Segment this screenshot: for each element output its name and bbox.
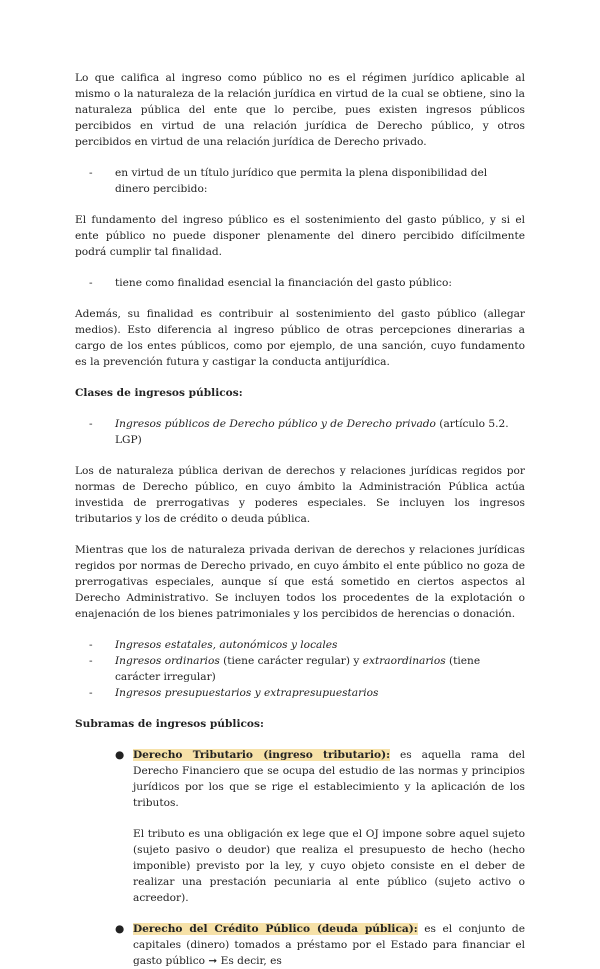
bullet-rest: (artículo 5.2. LGP) xyxy=(115,418,509,446)
paragraph-naturaleza-privada: Mientras que los de naturaleza privada derivan de derechos y relaciones jurídicas regidos por normas de Derecho privado, en cuyo ámbito el ente público no goza de prerrogativas especiales, aunque sí que está sometido en ciertos aspectos al Derecho Administrativo. Se incluyen todos los procedentes de la explotación o enajenación de los bienes patrimoniales y los percibidos de herencias o donación. xyxy=(75,544,525,620)
bullet-derecho-publico-privado xyxy=(75,416,525,448)
dash-mark: - xyxy=(89,687,93,699)
list-item xyxy=(75,637,525,653)
bullet-text: en virtud de un título jurídico que permita la plena disponibilidad del dinero percibido: xyxy=(115,167,488,195)
list-item: - Ingresos ordinarios (tiene carácter regular) y extraordinarios (tiene carácter irregular) xyxy=(75,653,525,685)
subrama-tributario xyxy=(75,747,525,906)
dash-mark: - xyxy=(89,167,93,179)
bullet-dot-icon: ● xyxy=(115,923,125,935)
subrama-text: es el conjunto de capitales (dinero) tomados a préstamo por el Estado para financiar el gasto público ➞ Es decir, es xyxy=(133,923,525,967)
bullet-finalidad xyxy=(75,275,525,291)
heading-clases: Clases de ingresos públicos: xyxy=(75,387,243,399)
heading-subramas: Subramas de ingresos públicos: xyxy=(75,718,264,730)
dash-mark: - xyxy=(89,277,93,289)
highlighted-term: Derecho Tributario (ingreso tributario): xyxy=(133,749,391,761)
paragraph-ingreso-publico: Lo que califica al ingreso como público no es el régimen jurídico aplicable al mismo o la naturaleza de la relación jurídica en virtud de la cual se obtiene, sino la naturaleza pública del ente que lo percibe, pues existen ingresos públicos percibidos en virtud de una relación jurídica de Derecho público, y otros percibidos en virtud de una relación jurídica de Derecho privado. xyxy=(75,72,525,148)
paragraph-naturaleza-publica: Los de naturaleza pública derivan de derechos y relaciones jurídicas regidos por normas de Derecho público, en cuyo ámbito la Administración Pública actúa investida de prerrogativas y poderes especiales. Se incluyen los ingresos tributarios y los de crédito o deuda pública. xyxy=(75,465,525,525)
highlighted-term: Derecho del Crédito Público (deuda pública): xyxy=(133,923,418,935)
list-item-text: Ingresos estatales, autonómicos y locales xyxy=(115,639,338,651)
subrama-credito xyxy=(75,921,525,969)
paragraph-tributo: El tributo es una obligación ex lege que el OJ impone sobre aquel sujeto (sujeto pasivo o deudor) que realiza el presupuesto de hecho (hecho imponible) previsto por la ley, y cuyo objeto consiste en el deber de realizar una prestación pecuniaria al ente público (sujeto activo o acreedor). xyxy=(133,828,525,904)
bullet-text: tiene como finalidad esencial la financiación del gasto público: xyxy=(115,277,452,289)
dash-mark: - xyxy=(89,655,93,667)
paragraph-finalidad: Además, su finalidad es contribuir al sostenimiento del gasto público (allegar medios). Esto diferencia al ingreso público de otras percepciones dinerarias a cargo de los entes públicos, como por ejemplo, de una sanción, cuyo fundamento es la prevención futura y castigar la conducta antijurídica. xyxy=(75,308,525,368)
list-item-text: Ingresos presupuestarios y extrapresupuestarios xyxy=(115,687,379,699)
subrama-text: es aquella rama del Derecho Financiero que se ocupa del estudio de las normas y principios jurídicos por los que se rige el establecimiento y la aplicación de los tributos. xyxy=(133,749,526,809)
list-item xyxy=(75,685,525,701)
bullet-italic: Ingresos públicos de Derecho público y de Derecho privado xyxy=(115,418,436,430)
ingresos-list xyxy=(75,637,525,701)
dash-mark: - xyxy=(89,639,93,651)
bullet-dot-icon: ● xyxy=(115,749,125,761)
bullet-text xyxy=(109,416,525,448)
bullet-titulo-juridico xyxy=(75,165,525,197)
paragraph-fundamento: El fundamento del ingreso público es el sostenimiento del gasto público, y si el ente público no puede disponer plenamente del dinero percibido difícilmente podrá cumplir tal finalidad. xyxy=(75,214,525,258)
dash-mark: - xyxy=(89,418,93,430)
